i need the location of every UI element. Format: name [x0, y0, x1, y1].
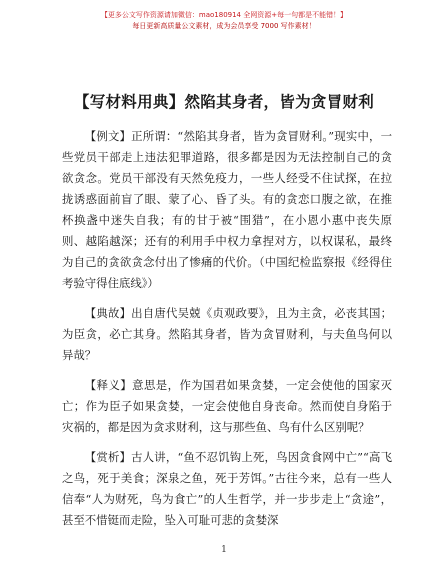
paragraph-interpretation: 【释义】意思是，作为国君如果贪婪，一定会使他的国家灭亡；作为臣子如果贪婪，一定会使他自身丧命。然而使自身陷于灾祸的，都是因为贪求财利，这与那些鱼、鸟有什么区别呢？ — [62, 378, 392, 434]
paragraph-example: 【例文】正所谓：“然陷其身者，皆为贪冒财利。”现实中，一些党员干部走上违法犯罪道路，很多都是因为无法控制自己的贪欲贪念。党员干部没有天然免疫力，一些人经受不住试探，在拉拢诱惑面前盲了眼、蒙了心、昏了头。有的贪恋口腹之欲，在推杯换盏中迷失自我；有的甘于被“围猎”，在小恩小惠中丧失原则、越陷越深；还有的利用手中权力拿捏对方，以权谋私，最终为自己的贪欲贪念付出了惨痛的代价。（中国纪检监察报《经得住考验守得住底线》） — [62, 129, 392, 290]
document-title: 【写材料用典】然陷其身者，皆为贪冒财利 — [73, 93, 375, 111]
document-body — [62, 126, 392, 540]
paragraph-appreciation: 【赏析】古人讲，“鱼不忍饥钩上死，鸟因贪食网中亡”“高飞之鸟，死于美食；深泉之鱼，死于芳饵。”古往今来，总有一些人信奉“人为财死，鸟为食亡”的人生哲学，并一步步走上“贪途”，甚至不惜铤而走险，坠入可耻可悲的贪婪深 — [62, 450, 392, 527]
paragraph-allusion: 【典故】出自唐代吴兢《贞观政要》，且为主贪，必丧其国；为臣贪，必亡其身。然陷其身者，皆为贪冒财利，与夫鱼鸟何以异哉？ — [62, 306, 392, 362]
promo-banner-line-1: 【更多公文写作资源请加微信：mao180914 全网资源+每一句都是不能错！】 — [100, 11, 348, 19]
page-number: 1 — [221, 545, 227, 555]
promo-banner-line-2: 每日更新高质量公文素材，成为会员享受 7000 写作素材！ — [132, 22, 316, 30]
